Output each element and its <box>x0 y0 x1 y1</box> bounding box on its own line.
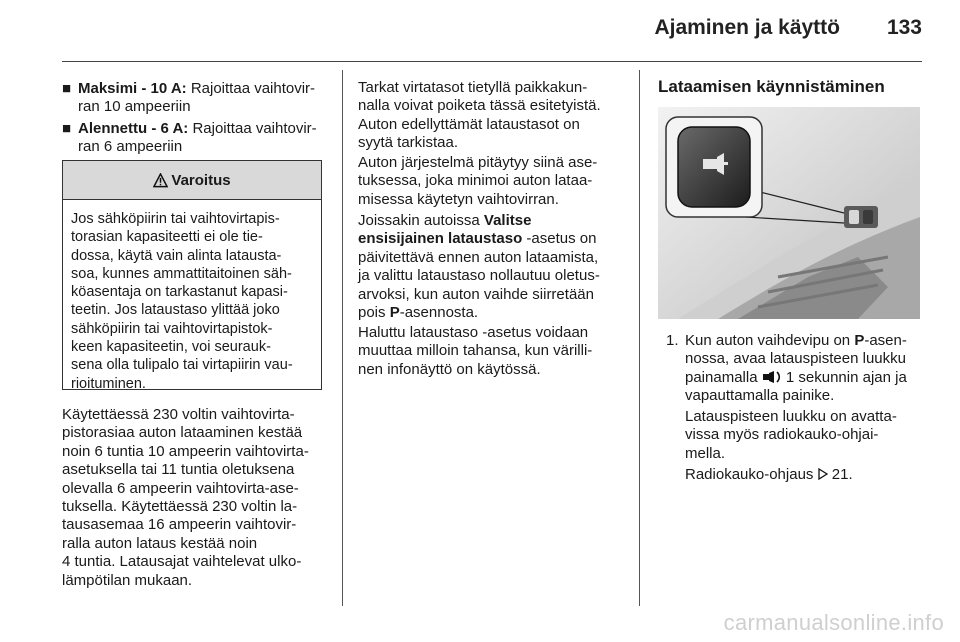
paragraph-line: ralla auton lataus kestää noin <box>62 534 258 552</box>
warning-line: torasian kapasiteetti ei ole tie- <box>71 229 263 246</box>
paragraph-line: tuksessa, joka minimoi auton lataa- <box>358 172 593 190</box>
step-line: nossa, avaa latauspisteen luukku <box>685 350 906 368</box>
warning-line: dossa, käytä vain alinta latausta- <box>71 247 282 264</box>
warning-box <box>62 160 322 390</box>
bullet-item-reduced <box>62 120 330 157</box>
paragraph-line: tuksella. Käytettäessä 230 voltin la- <box>62 498 298 516</box>
page-number: 133 <box>886 16 922 39</box>
step-line: vapauttamalla painike. <box>685 387 835 405</box>
paragraph-text: Joissakin autoissa <box>358 212 484 229</box>
watermark: carmanualsonline.info <box>723 610 944 635</box>
preferred-level-paragraph <box>358 212 628 322</box>
column-divider-left <box>342 70 343 606</box>
paragraph-line: nalla voivat poiketa tässä esitetyistä. <box>358 97 601 115</box>
paragraph-text: -asennosta. <box>399 304 479 322</box>
reference-text: Radiokauko-ohjaus <box>685 466 814 483</box>
paragraph-line: arvoksi, kun auton vaihde siirretään <box>358 285 594 303</box>
system-setting-paragraph <box>358 154 628 209</box>
bullet-text: ran 6 ampeeriin <box>78 138 183 156</box>
bullet-text: ran 10 ampeeriin <box>78 98 191 116</box>
warning-line: sähköpiirin tai vaihtovirtapistok- <box>71 320 273 337</box>
warning-line: Jos sähköpiirin tai vaihtovirtapis- <box>71 211 280 227</box>
warning-triangle-icon <box>153 173 168 188</box>
note-line: vissa myös radiokauko-ohjai- <box>685 426 879 444</box>
warning-title: Varoitus <box>171 171 231 189</box>
chapter-title: Ajaminen ja käyttö <box>654 16 840 39</box>
warning-text <box>63 200 321 393</box>
bullet-mark: ■ <box>62 120 72 137</box>
bullet-label: Alennettu - 6 A: <box>78 120 189 137</box>
bullet-label: Maksimi - 10 A: <box>78 80 187 97</box>
paragraph-line: Haluttu lataustaso -asetus voidaan <box>358 324 589 341</box>
paragraph-line: päivitettävä ennen auton lataamista, <box>358 248 599 266</box>
note-line: Latauspisteen luukku on avatta- <box>685 408 897 425</box>
warning-header <box>63 161 321 200</box>
paragraph-line: syytä tarkistaa. <box>358 134 459 152</box>
paragraph-line: Auton järjestelmä pitäytyy siinä ase- <box>358 154 598 171</box>
charge-port-icon <box>762 370 782 384</box>
paragraph-line: Käytettäessä 230 voltin vaihtovirta- <box>62 406 295 423</box>
paragraph-line: nen infonäyttö on käytössä. <box>358 360 541 378</box>
paragraph-line: Auton edellyttämät lataustasot on <box>358 115 580 133</box>
header-rule <box>62 61 922 62</box>
step-text: 1 sekunnin ajan ja <box>781 368 907 386</box>
paragraph-line: noin 6 tuntia 10 ampeerin vaihtovirta- <box>62 442 309 460</box>
section-title: Lataamisen käynnistäminen <box>658 77 885 96</box>
paragraph-line: misessa käytetyn vaihtovirran. <box>358 190 559 208</box>
paragraph-line: pistorasiaa auton lataaminen kestää <box>62 424 303 442</box>
step-text: Kun auton vaihdevipu on <box>685 332 855 349</box>
cross-reference[interactable] <box>685 466 951 484</box>
bullet-text: Rajoittaa vaihtovir- <box>190 80 316 97</box>
warning-line: keen kapasiteetin, voi seurauk- <box>71 339 271 356</box>
remote-note <box>685 408 951 463</box>
step-text: painamalla <box>685 368 762 386</box>
paragraph-line: 4 tuntia. Latausajat vaihtelevat ulko- <box>62 553 302 571</box>
reference-arrow-icon <box>818 468 828 480</box>
bullet-text: Rajoittaa vaihtovir- <box>192 120 317 137</box>
warning-line: soa, kunnes ammattitaitoinen säh- <box>71 265 292 282</box>
paragraph-text: pois <box>358 304 390 322</box>
paragraph-text: -asetus on <box>522 230 597 248</box>
charge-port-button-photo <box>658 107 920 319</box>
setting-name: Valitse <box>483 212 532 229</box>
column-divider-right <box>639 70 640 606</box>
step-1 <box>658 332 924 406</box>
current-levels-paragraph <box>358 79 628 153</box>
change-setting-paragraph <box>358 324 628 379</box>
note-line: mella. <box>685 444 726 462</box>
paragraph-line: asetuksella tai 11 tuntia oletuksena <box>62 461 295 479</box>
paragraph-line: tausasemaa 16 ampeerin vaihtovir- <box>62 516 297 534</box>
bullet-item-maximum <box>62 80 330 117</box>
warning-line: sena olla tulipalo tai virtapiirin vau- <box>71 357 293 374</box>
gear-position: P <box>854 332 865 349</box>
gear-position: P <box>389 304 400 322</box>
charging-time-paragraph <box>62 406 330 590</box>
paragraph-line: Tarkat virtatasot tietyllä paikkakun- <box>358 79 588 96</box>
step-number: 1. <box>666 332 679 349</box>
step-text: -asen- <box>864 332 907 349</box>
reference-page: 21. <box>831 466 853 483</box>
paragraph-line: muuttaa milloin tahansa, kun värilli- <box>358 342 593 360</box>
paragraph-line: olevalla 6 ampeerin vaihtovirta-ase- <box>62 479 299 497</box>
warning-line: köasentaja on tarkastanut kapasi- <box>71 284 288 301</box>
bullet-mark: ■ <box>62 80 72 97</box>
warning-line: rioituminen. <box>71 375 146 392</box>
paragraph-line: lämpötilan mukaan. <box>62 571 193 589</box>
warning-line: teetin. Jos lataustaso ylittää joko <box>71 302 280 319</box>
door-panel-illustration <box>658 107 920 319</box>
setting-name: ensisijainen lataustaso <box>358 230 523 248</box>
paragraph-line: ja valittu lataustaso nollautuu oletus- <box>358 267 600 285</box>
